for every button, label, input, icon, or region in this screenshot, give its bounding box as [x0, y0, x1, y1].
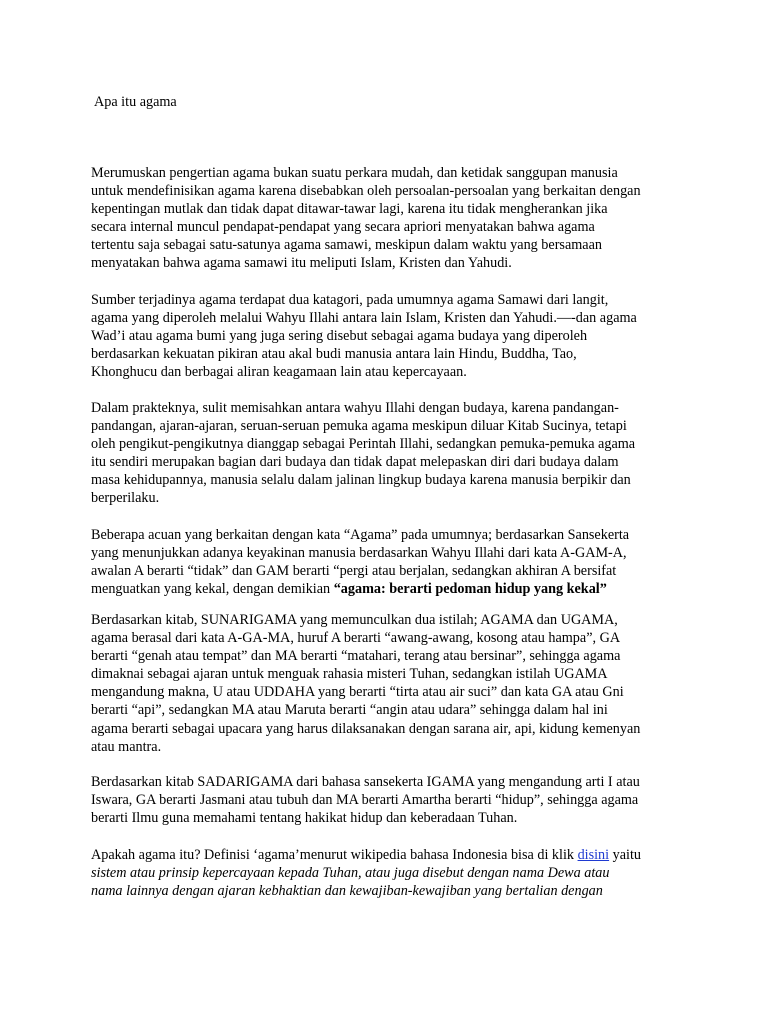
text-line: Wad’i atau agama bumi yang juga sering disebut sebagai agama budaya yang diperoleh: [91, 328, 588, 345]
paragraph-sunarigama: [91, 611, 640, 756]
text-line: berarti “genah atau tempat” dan MA berarti “matahari, terang atau bersinar”, sehingga agama: [91, 648, 621, 665]
text-line: pandangan, ajaran-ajaran, seruan-seruan pemuka agama meskipun diluar Kitab Sucinya, tetapi: [91, 418, 627, 435]
text-line-italic: [91, 882, 641, 900]
text-line: berarti Ilmu guna memahami tentang hakikat hidup dan keberadaan Tuhan.: [91, 810, 518, 827]
italic-definition: nama lainnya dengan ajaran kebhaktian dan kewajiban-kewajiban yang bertalian dengan: [91, 883, 603, 900]
paragraph-practice: [91, 399, 635, 508]
text-plain: menguatkan yang kekal, dengan demikian: [91, 581, 334, 598]
paragraph-sadarigama: [91, 773, 640, 827]
text-line: menyatakan bahwa agama samawi itu meliputi Islam, Kristen dan Yahudi.: [91, 255, 512, 272]
italic-definition: sistem atau prinsip kepercayaan kepada Tuhan, atau juga disebut dengan nama Dewa atau: [91, 865, 610, 882]
text-line: tertentu saja sebagai satu-satunya agama samawi, meskipun dalam waktu yang bersamaan: [91, 237, 602, 254]
text-line: [91, 580, 629, 598]
text-line: berarti “api”, sedangkan MA atau Maruta berarti “angin atau udara” sehingga dalam hal ini: [91, 702, 608, 719]
text-line: agama yang diperoleh melalui Wahyu Illahi antara lain Islam, Kristen dan Yahudi.—-dan agama: [91, 310, 637, 327]
text-line: dimaknai sebagai ajaran untuk menguak rahasia misteri Tuhan, sedangkan istilah UGAMA: [91, 666, 608, 683]
text-line: Sumber terjadinya agama terdapat dua katagori, pada umumnya agama Samawi dari langit,: [91, 292, 609, 308]
text-line: agama berarti sebagai upacara yang harus dilaksanakan dengan sarana air, api, kidung kemenyan: [91, 720, 641, 737]
text-line: yang menunjukkan adanya keyakinan manusia berdasarkan Wahyu Illahi dari kata A-GAM-A,: [91, 545, 627, 562]
text-line: mengandung makna, U atau UDDAHA yang berarti “tirta atau air suci” dan kata GA atau Gni: [91, 684, 624, 701]
text-plain: Apakah agama itu? Definisi ‘agama’menurut wikipedia bahasa Indonesia bisa di klik: [91, 847, 578, 863]
text-line: atau mantra.: [91, 738, 162, 755]
text-line: secara internal muncul pendapat-pendapat yang secara apriori menyatakan bahwa agama: [91, 219, 595, 236]
text-line: Iswara, GA berarti Jasmani atau tubuh dan MA berarti Amartha berarti “hidup”, sehingga agama: [91, 792, 639, 809]
text-line: [91, 846, 641, 864]
paragraph-definition-difficulty: [91, 164, 641, 273]
text-line: berperilaku.: [91, 490, 160, 507]
text-line: awalan A berarti “tidak” dan GAM berarti “pergi atau berjalan, sedangkan akhiran A bersifat: [91, 563, 617, 580]
paragraph-wikipedia-definition: [91, 846, 641, 900]
text-line: itu sendiri merupakan bagian dari budaya dan tidak dapat melepaskan diri dari budaya dalam: [91, 454, 619, 471]
text-line: agama berasal dari kata A-GA-MA, huruf A berarti “awang-awang, kosong atau hampa”, GA: [91, 630, 621, 647]
text-line-italic: [91, 864, 641, 882]
text-line: Khonghucu dan berbagai aliran keagamaan lain atau kepercayaan.: [91, 364, 467, 381]
paragraph-sources-of-religion: [91, 291, 637, 381]
text-line: untuk mendefinisikan agama karena disebabkan oleh persoalan-persoalan yang berkaitan dengan: [91, 183, 641, 200]
text-line: oleh pengikut-pengikutnya dianggap sebagai Perintah Illahi, sedangkan pemuka-pemuka agama: [91, 436, 636, 453]
text-line: kepentingan mutlak dan tidak dapat ditawar-tawar lagi, karena itu tidak mengherankan jika: [91, 201, 608, 218]
text-plain: yaitu: [609, 847, 642, 863]
document-title: Apa itu agama: [94, 94, 177, 110]
disini-link[interactable]: disini: [577, 847, 610, 863]
text-line: Berdasarkan kitab, SUNARIGAMA yang memunculkan dua istilah; AGAMA dan UGAMA,: [91, 612, 618, 628]
text-line: Beberapa acuan yang berkaitan dengan kata “Agama” pada umumnya; berdasarkan Sansekerta: [91, 527, 630, 543]
text-line: Dalam prakteknya, sulit memisahkan antara wahyu Illahi dengan budaya, karena pandangan-: [91, 400, 619, 416]
paragraph-sanskrit-etymology: [91, 526, 629, 598]
text-line: Merumuskan pengertian agama bukan suatu perkara mudah, dan ketidak sanggupan manusia: [91, 165, 618, 181]
text-line: berdasarkan kekuatan pikiran atau akal budi manusia antara lain Hindu, Buddha, Tao,: [91, 346, 577, 363]
text-line: masa kehidupannya, manusia selalu dalam jalinan lingkup budaya karena manusia berpikir dan: [91, 472, 631, 489]
text-line: Berdasarkan kitab SADARIGAMA dari bahasa sansekerta IGAMA yang mengandung arti I atau: [91, 774, 640, 790]
bold-definition: “agama: berarti pedoman hidup yang kekal”: [333, 581, 607, 598]
